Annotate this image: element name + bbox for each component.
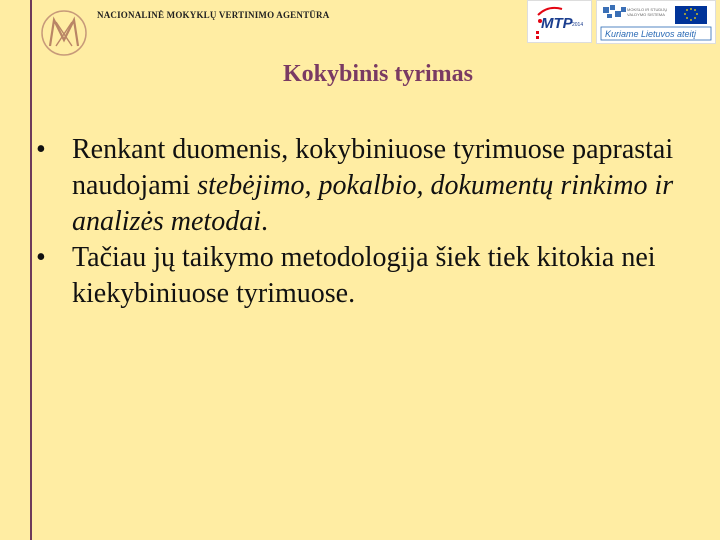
bullet-icon: • [36, 242, 46, 273]
agency-name: NACIONALINĖ MOKYKLŲ VERTINIMO AGENTŪRA [97, 10, 330, 20]
eu-logo [596, 0, 716, 44]
bullet-1-text: Renkant duomenis, kokybiniuose tyrimuose paprastai naudojami [72, 134, 674, 201]
eu-slogan: Kuriame Lietuvos ateitį [605, 29, 697, 39]
bullet-item-2 [30, 240, 700, 312]
svg-text:VALDYMO SISTEMA: VALDYMO SISTEMA [627, 12, 665, 17]
bullet-2-text: Tačiau jų taikymo metodologija šiek tiek kitokia nei kiekybiniuose tyrimuose. [72, 242, 656, 309]
bullet-1-emphasis: stebėjimo, pokalbio, dokumentų rinkimo ir analizės metodai [72, 170, 674, 237]
bullet-item-1 [30, 132, 700, 240]
bullet-list [30, 132, 700, 312]
mtp-year: 2014 [572, 22, 584, 28]
svg-text:MOKSLO IR STUDIJŲ: MOKSLO IR STUDIJŲ [627, 7, 668, 12]
bullet-icon: • [36, 134, 46, 165]
mtp-label: MTP [541, 15, 573, 32]
agency-logo-icon [38, 8, 90, 58]
bullet-1-end: . [261, 206, 268, 237]
slide-title: Kokybinis tyrimas [282, 61, 474, 87]
mtp-logo [527, 0, 592, 43]
